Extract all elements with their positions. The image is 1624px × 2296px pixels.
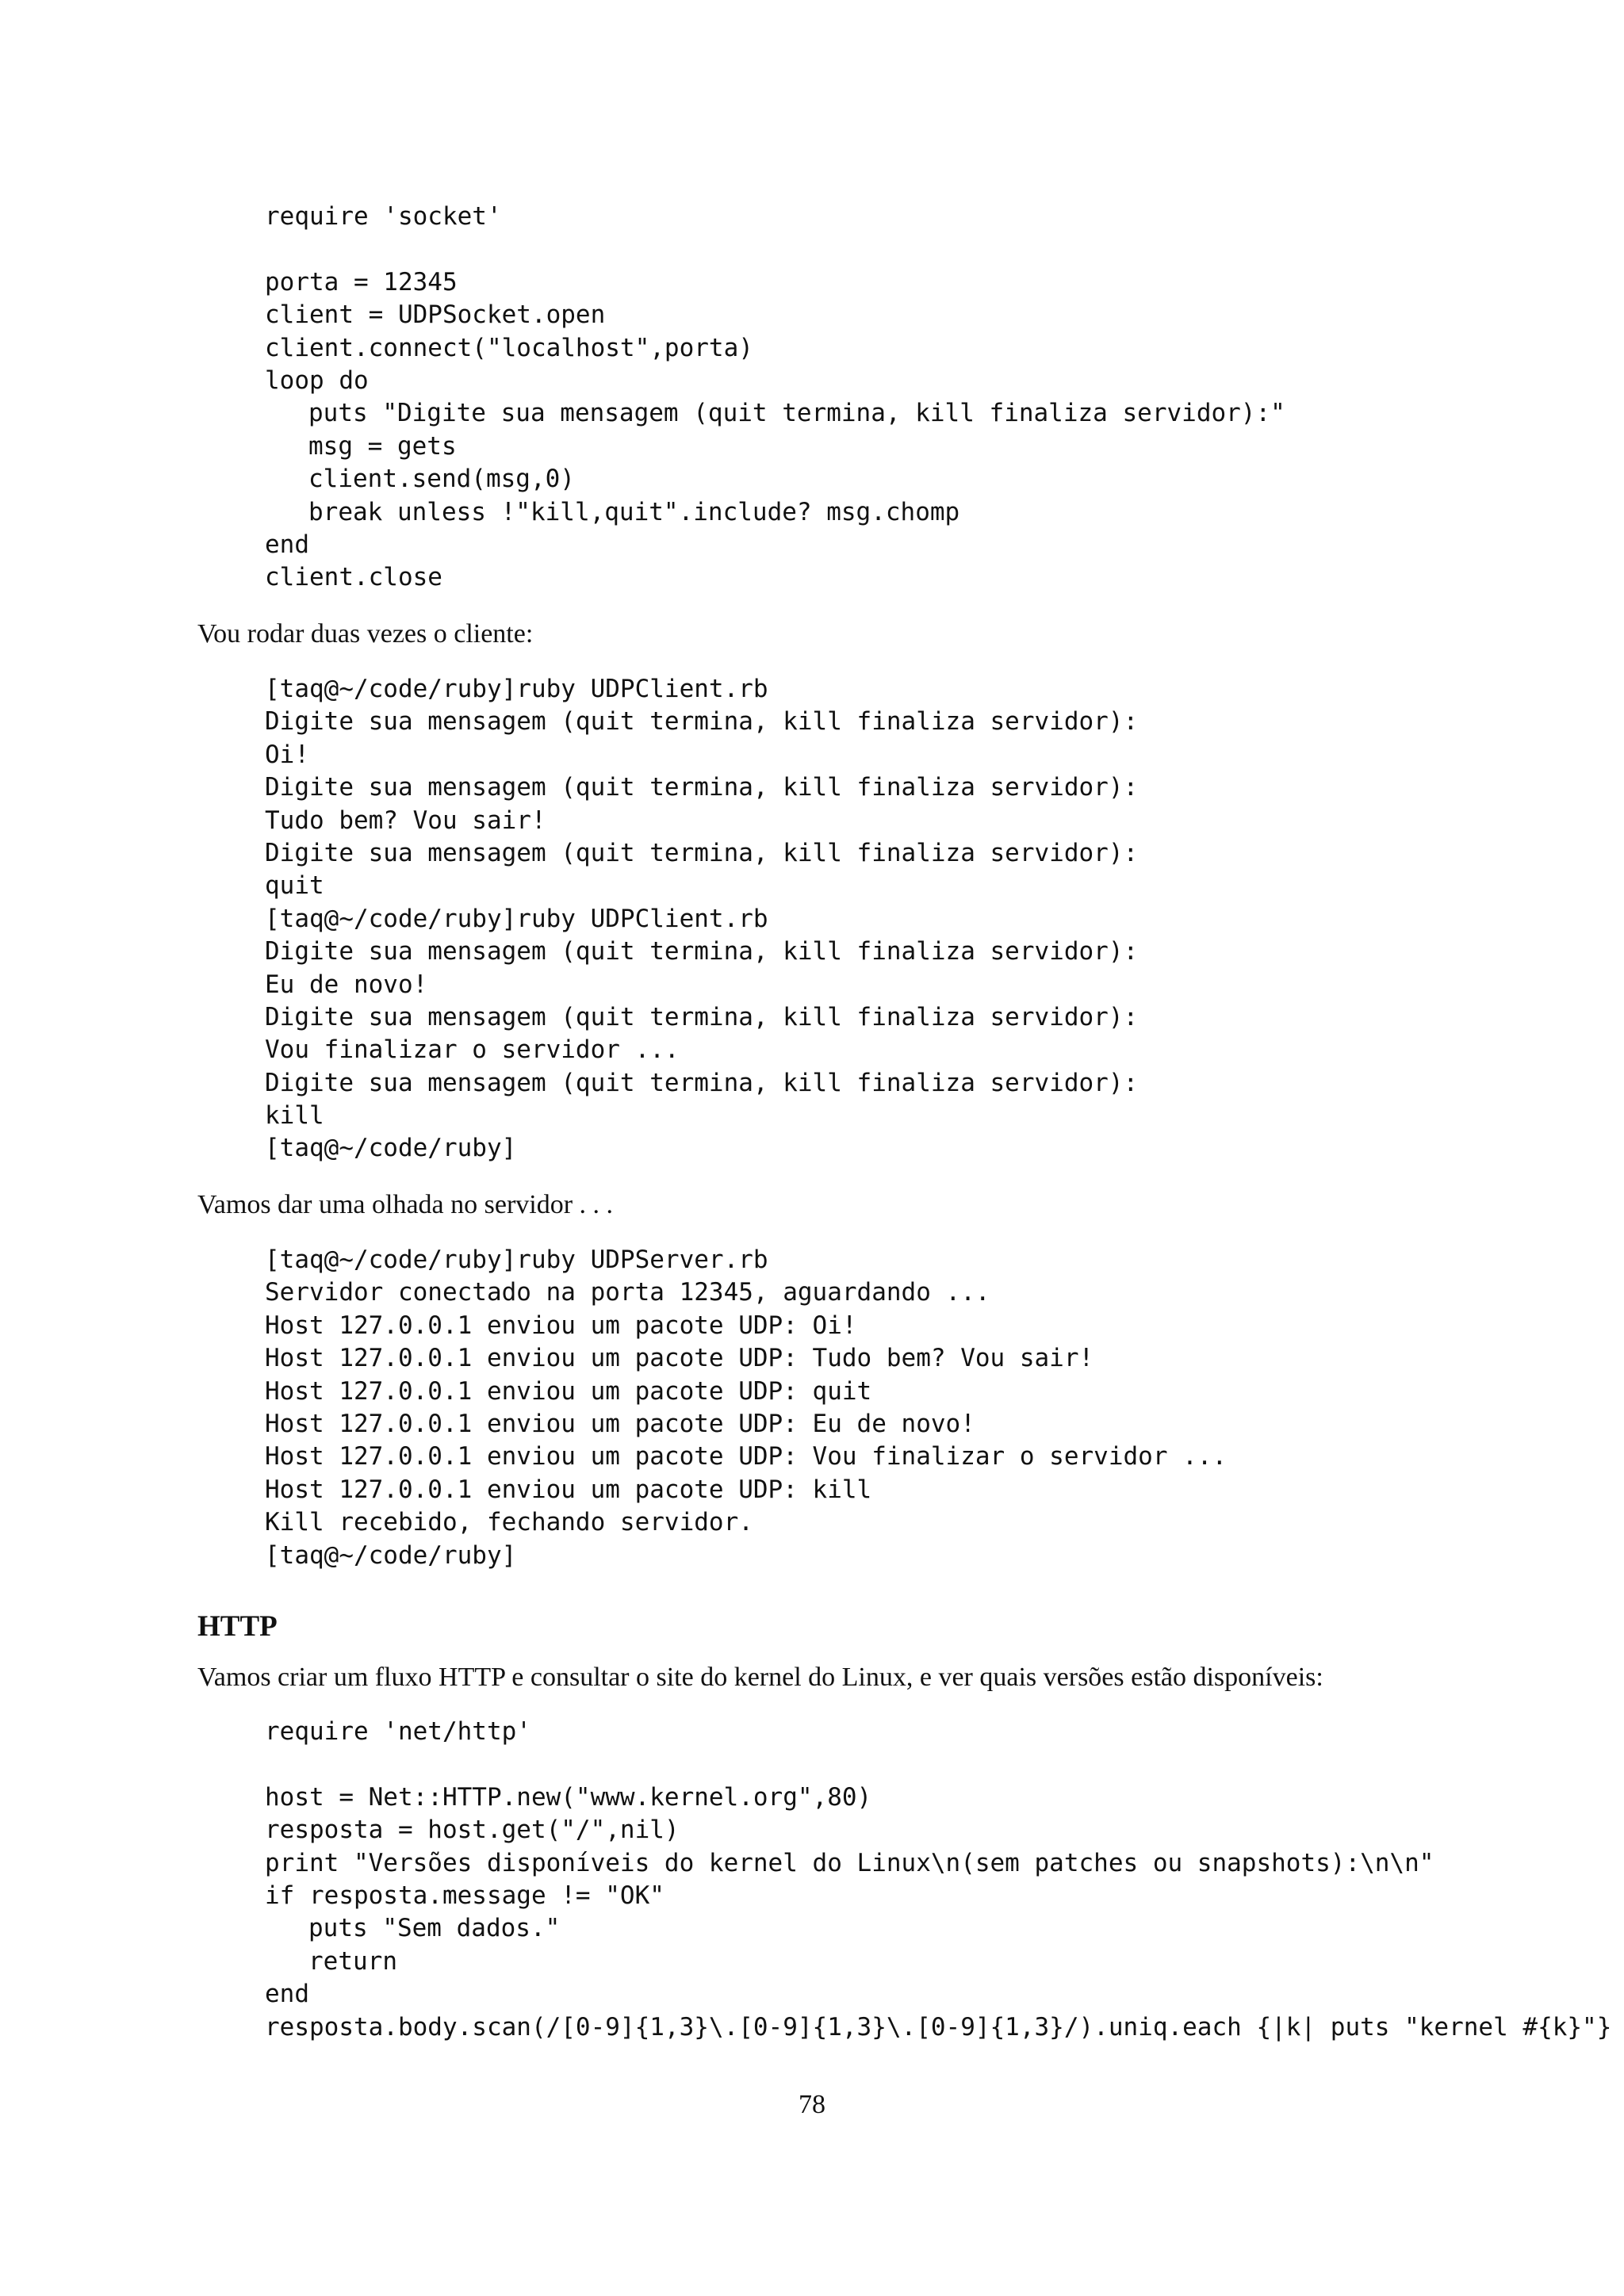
output-line: Digite sua mensagem (quit termina, kill finaliza servidor): bbox=[265, 773, 1139, 802]
code-line: if resposta.message != "OK" bbox=[265, 1881, 665, 1910]
code-line: client.send(msg,0) bbox=[308, 465, 575, 494]
code-line: loop do bbox=[265, 365, 369, 395]
output-line: Digite sua mensagem (quit termina, kill finaliza servidor): bbox=[265, 838, 1139, 867]
output-line: [taq@~/code/ruby] bbox=[265, 1134, 517, 1163]
paragraph-http: Vamos criar um fluxo HTTP e consultar o site do kernel do Linux, e ver quais versões estão disponíveis: bbox=[197, 1663, 1323, 1692]
code-line: end bbox=[265, 1980, 309, 2009]
code-line: client.connect("localhost",porta) bbox=[265, 333, 753, 362]
output-line: Kill recebido, fechando servidor. bbox=[265, 1508, 753, 1537]
code-line: puts "Sem dados." bbox=[308, 1914, 561, 1943]
code-line bbox=[265, 1748, 1611, 1781]
code-line: client.close bbox=[265, 563, 442, 592]
output-line: [taq@~/code/ruby]ruby UDPClient.rb bbox=[265, 904, 768, 933]
code-line bbox=[265, 233, 1285, 266]
section-heading-http: HTTP bbox=[197, 1610, 278, 1643]
output-line: Host 127.0.0.1 enviou um pacote UDP: Oi! bbox=[265, 1311, 857, 1340]
code-line: break unless !"kill,quit".include? msg.chomp bbox=[308, 497, 960, 526]
output-line: Host 127.0.0.1 enviou um pacote UDP: Tudo bem? Vou sair! bbox=[265, 1344, 1094, 1373]
output-line: Digite sua mensagem (quit termina, kill finaliza servidor): bbox=[265, 707, 1139, 737]
output-line: Host 127.0.0.1 enviou um pacote UDP: quit bbox=[265, 1376, 872, 1406]
output-line: Host 127.0.0.1 enviou um pacote UDP: Eu de novo! bbox=[265, 1409, 975, 1438]
output-line: [taq@~/code/ruby]ruby UDPServer.rb bbox=[265, 1246, 768, 1274]
output-line: [taq@~/code/ruby] bbox=[265, 1540, 517, 1570]
code-line: return bbox=[308, 1946, 397, 1976]
paragraph-run-client: Vou rodar duas vezes o cliente: bbox=[197, 619, 534, 649]
code-line: msg = gets bbox=[308, 431, 457, 461]
output-line: Digite sua mensagem (quit termina, kill finaliza servidor): bbox=[265, 1068, 1139, 1097]
code-line: host = Net::HTTP.new("www.kernel.org",80) bbox=[265, 1782, 872, 1812]
code-line: resposta = host.get("/",nil) bbox=[265, 1816, 680, 1845]
udp-client-code-block bbox=[265, 201, 1285, 595]
output-line: quit bbox=[265, 871, 324, 901]
server-output-block bbox=[265, 1244, 1227, 1572]
output-line: Host 127.0.0.1 enviou um pacote UDP: kill bbox=[265, 1475, 872, 1504]
output-line: Host 127.0.0.1 enviou um pacote UDP: Vou finalizar o servidor ... bbox=[265, 1442, 1228, 1471]
client-output-block bbox=[265, 673, 1138, 1165]
output-line: Digite sua mensagem (quit termina, kill finaliza servidor): bbox=[265, 937, 1139, 966]
http-code-block bbox=[265, 1716, 1611, 2044]
output-line: Digite sua mensagem (quit termina, kill finaliza servidor): bbox=[265, 1002, 1139, 1031]
output-line: kill bbox=[265, 1101, 324, 1131]
code-line: end bbox=[265, 530, 309, 559]
code-line: client = UDPSocket.open bbox=[265, 300, 606, 330]
code-line: require 'socket' bbox=[265, 202, 502, 231]
code-line: puts "Digite sua mensagem (quit termina, kill finaliza servidor):" bbox=[308, 399, 1285, 428]
paragraph-server: Vamos dar uma olhada no servidor . . . bbox=[197, 1190, 614, 1219]
output-line: Eu de novo! bbox=[265, 970, 428, 999]
page-number: 78 bbox=[799, 2090, 825, 2119]
code-line: require 'net/http' bbox=[265, 1717, 531, 1746]
output-line: Servidor conectado na porta 12345, aguardando ... bbox=[265, 1278, 990, 1307]
code-line: porta = 12345 bbox=[265, 267, 458, 297]
output-line: Oi! bbox=[265, 740, 309, 769]
output-line: [taq@~/code/ruby]ruby UDPClient.rb bbox=[265, 675, 768, 703]
output-line: Vou finalizar o servidor ... bbox=[265, 1035, 680, 1065]
code-line: resposta.body.scan(/[0-9]{1,3}\.[0-9]{1,3}\.[0-9]{1,3}/).uniq.each {|k| puts "kernel #{k}"} bbox=[265, 2012, 1612, 2042]
output-line: Tudo bem? Vou sair! bbox=[265, 806, 546, 835]
code-line: print "Versões disponíveis do kernel do Linux\n(sem patches ou snapshots):\n\n" bbox=[265, 1848, 1434, 1877]
